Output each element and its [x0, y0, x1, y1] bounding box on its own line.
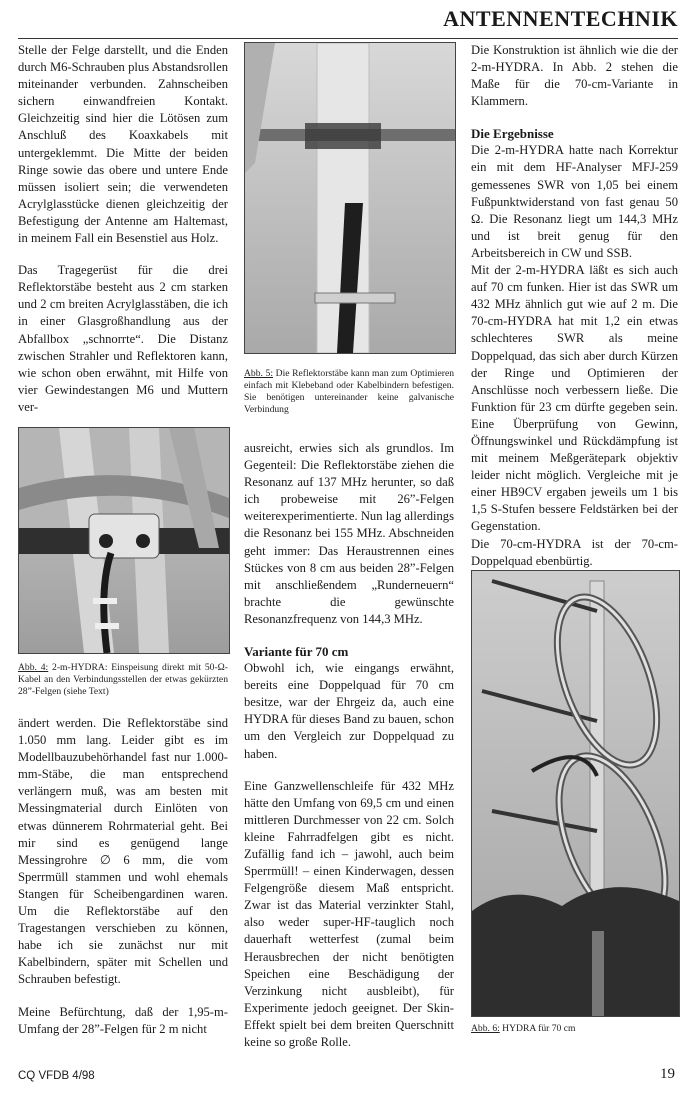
subheading: Variante für 70 cm: [244, 644, 349, 660]
figure-5-photo: [244, 42, 456, 354]
figure-4-label: Abb. 4:: [18, 662, 49, 673]
paragraph: Das Tragegerüst für die drei Reflektorstäbe besteht aus 2 cm starken und 2 cm breiten Acrylglasstäben, die ich in einer Glasgroßhandlung aus der Abfallbox „schnorrte“. Die Distanz zwischen Strahler und Reflektoren kann, wie schon oben erwähnt, mit Hilfe von vier Gewindestangen M6 und Muttern ver-: [18, 263, 228, 414]
figure-5-label: Abb. 5:: [244, 368, 274, 379]
paragraph: Die 70-cm-HYDRA ist der 70-cm-Doppelquad ebenbürtig.: [471, 536, 678, 568]
paragraph: Die 2-m-HYDRA hatte nach Korrektur ein mit dem HF-Analyser MFJ-259 gemessenes SWR von 1,05 bei einem Fußpunktwiderstand von fast genau 50 Ω. Die Resonanz liegt um 144,3 MHz und ist breit genug für den Arbeitsbereich in CW und SSB.: [471, 143, 678, 260]
figure-4-caption: [18, 662, 228, 698]
column-2: [244, 440, 454, 1051]
header-rule: [18, 38, 678, 39]
paragraph: Stelle der Felge darstellt, und die Enden durch M6-Schrauben plus Abstandsrollen miteinander verbunden. Zahnscheiben sichern einwandfreien Kontakt. Gleichzeitig sind hier die Lötösen zum Anschluß des Koaxkabels mit untergeklemmt. Die Mitte der beiden Ringe sowie das obere und untere Ende müssen isoliert sein; die verwendeten Acrylglasstücke dienen gleichzeitig der Befestigung der Antenne am Haltemast, in meinem Fall ein Besenstiel aus Holz.: [18, 43, 228, 246]
paragraph: Die Konstruktion ist ähnlich wie die der 2-m-HYDRA. In Abb. 2 stehen die Maße für die 70-cm-Variante in Klammern.: [471, 43, 678, 109]
paragraph: Mit der 2-m-HYDRA läßt es sich auch auf 70 cm funken. Hier ist das SWR um 432 MHz ähnlich gut wie auf 2 m. Die 70-cm-HYDRA hat mit 1,2 ein etwas schlechteres SWR als meine Doppelquad, das sich aber durch Kürzen der Ringe und Optimieren der Anschlüsse noch verbessern ließe. Die Funktion für 23 cm dürfte gegeben sein. Eine Überprüfung von Gewinn, Öffnungswinkel und Rückdämpfung ist mit meinem Meßgerätepark objektiv leider nicht möglich. Vergleiche mit je einer HB9CV ergaben jeweils um 1 bis 1,5 S-Stufen bessere Feldstärken bei der Gegenstation.: [471, 263, 678, 534]
figure-6-label: Abb. 6:: [471, 1023, 500, 1034]
figure-6-caption-text: HYDRA für 70 cm: [499, 1023, 576, 1034]
publication-footer: CQ VFDB 4/98: [18, 1070, 95, 1082]
column-1-top: [18, 42, 228, 416]
page-header: [18, 6, 678, 36]
figure-4-caption-text: 2-m-HYDRA: Einspeisung direkt mit 50-Ω-Kabel an den Verbindungsstellen der etwas gekürzten 28”-Felgen (siehe Text): [18, 662, 228, 697]
page-number: 19: [660, 1066, 675, 1082]
paragraph: Eine Ganzwellenschleife für 432 MHz hätte den Umfang von 69,5 cm und einen mittleren Durchmesser von 22 cm. Solch kleine Fahrradfelgen gibt es nicht. Zufällig fand ich – jawohl, auch beim Sperrmüll! – einen Kinderwagen, dessen Felgengröße diesem Maß entspricht. Zwar ist das Material verzinkter Stahl, also weder super-HF-tauglich noch dauerhaft wetterfest (zumal beim Herausbrechen der nicht benötigten Speichen eine Beschädigung der Verzinkung nicht ausbleibt), für Experimente jedoch geeignet. Der Skin-Effekt spielt bei dem breiten Querschnitt keine so große Rolle.: [244, 778, 454, 1049]
paragraph: Meine Befürchtung, daß der 1,95-m-Umfang der 28”-Felgen für 2 m nicht: [18, 1004, 228, 1036]
figure-5-caption: [244, 368, 454, 416]
figure-6-caption: [471, 1023, 678, 1035]
figure-6-photo: [471, 570, 680, 1017]
figure-4-photo: [18, 427, 230, 654]
paragraph: ausreicht, erwies sich als grundlos. Im Gegenteil: Die Reflektorstäbe ziehen die Resonanz auf 137 MHz herunter, so daß ich probeweise mit 26”-Felgen weiterexperimentierte. Nun lag allerdings die Resonanz bei 155 MHz. Abschneiden geht immer: Das Heraustrennen eines Stückes von 8 cm aus beiden 28”-Felgen mit anschließendem „Runderneuern“ brachte die gewünschte Resonanzfrequenz von 144,3 MHz.: [244, 441, 454, 626]
subheading: Die Ergebnisse: [471, 126, 554, 142]
column-1-bottom: [18, 715, 228, 1038]
column-3: [471, 42, 678, 570]
section-title: ANTENNENTECHNIK: [443, 6, 678, 31]
paragraph: Obwohl ich, wie eingangs erwähnt, bereits eine Doppelquad für 70 cm besitze, war der Ehrgeiz da, auch eine HYDRA für dieses Band zu bauen, schon um den Vergleich zur Doppelquad zu haben.: [244, 661, 454, 761]
figure-5-caption-text: Die Reflektorstäbe kann man zum Optimieren einfach mit Klebeband oder Kabelbindern befestigen. Sie benötigen untereinander keine galvanische Verbindung: [244, 368, 455, 415]
paragraph: ändert werden. Die Reflektorstäbe sind 1.050 mm lang. Leider gibt es im Modellbauzubehörhandel fast nur 1.000-mm-Stäbe, die man entsprechend verlängern muß, was am besten mit Messingmaterial durch Einlöten von etwas dünnerem Rohrmaterial geht. Bei mir sind es genügend lange Messingrohre ∅ 6 mm, die vom Sperrmüll stammen und wohl ehemals Stangen für Scheibengardinen waren. Um die Reflektorstäbe auf den Tragestangen verschieben zu können, habe ich sie zunächst nur mit Kabelbindern, später mit Schellen und Schrauben befestigt.: [18, 716, 228, 987]
